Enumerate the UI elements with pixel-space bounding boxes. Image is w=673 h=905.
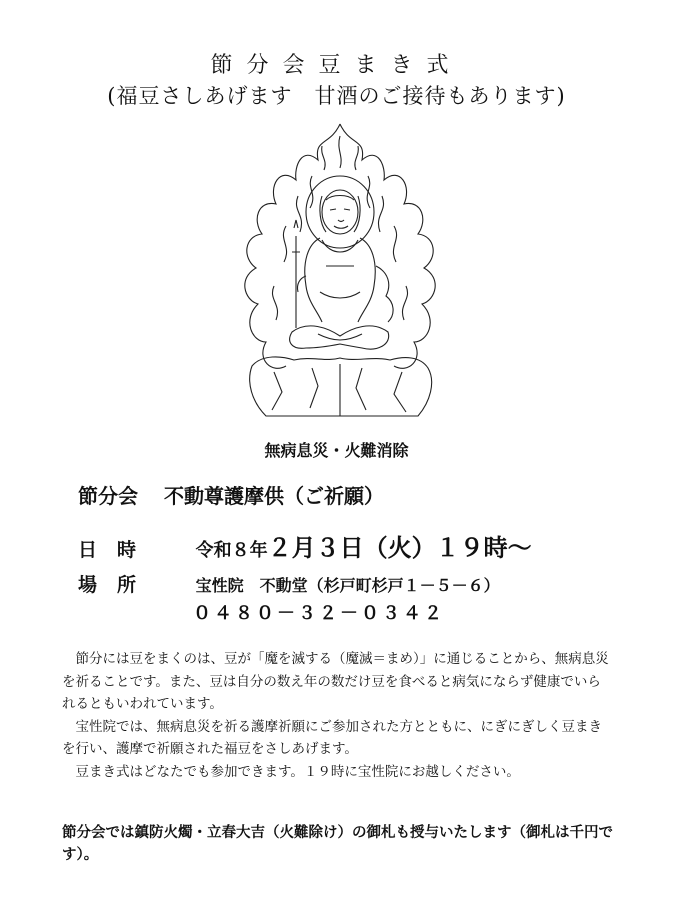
place-row [78,570,500,597]
page-subtitle: (福豆さしあげます 甘酒のご接待もあります) [107,84,566,108]
paragraph: 豆まき式はどなたでも参加できます。１９時に宝性院にお越しください。 [75,763,520,780]
date-row [78,528,532,563]
date-label: 日時 [78,539,157,561]
event-label: 節分会 [78,484,138,508]
place-label: 場所 [78,574,157,596]
date-era: 令和８年 [195,540,268,561]
date-day: ２月３日（火）１９時～ [267,534,532,562]
fudo-myoo-illustration [222,116,458,428]
place-venue: 宝性院 不動堂（杉戸町杉戸１－５－６） [195,576,500,595]
paragraph: 節分には豆をまくのは、豆が「魔を滅する（魔滅＝まめ）」に通じることから、無病息災を祈ることです。また、豆は自分の数え年の数だけ豆を食べると病気にならず健康でいられるともいわれています。 [62,651,609,712]
footer-note: 節分会では鎮防火燭・立春大吉（火難除け）の御札も授与いたします（御札は千円です）。 [62,825,613,863]
paragraph: 宝性院では、無病息災を祈る護摩祈願にご参加された方とともに、にぎにぎしく豆まきを行い、護摩で祈願された福豆をさしあげます。 [62,718,602,757]
blessing-heading: 無病息災・火難消除 [264,441,409,460]
phone-number: ０４８０－３２－０３４２ [193,603,445,624]
page-title: 節分会豆まき式 [210,53,463,78]
event-name: 不動尊護摩供（ご祈願） [164,484,384,508]
description [62,648,614,783]
event-title [78,480,384,509]
